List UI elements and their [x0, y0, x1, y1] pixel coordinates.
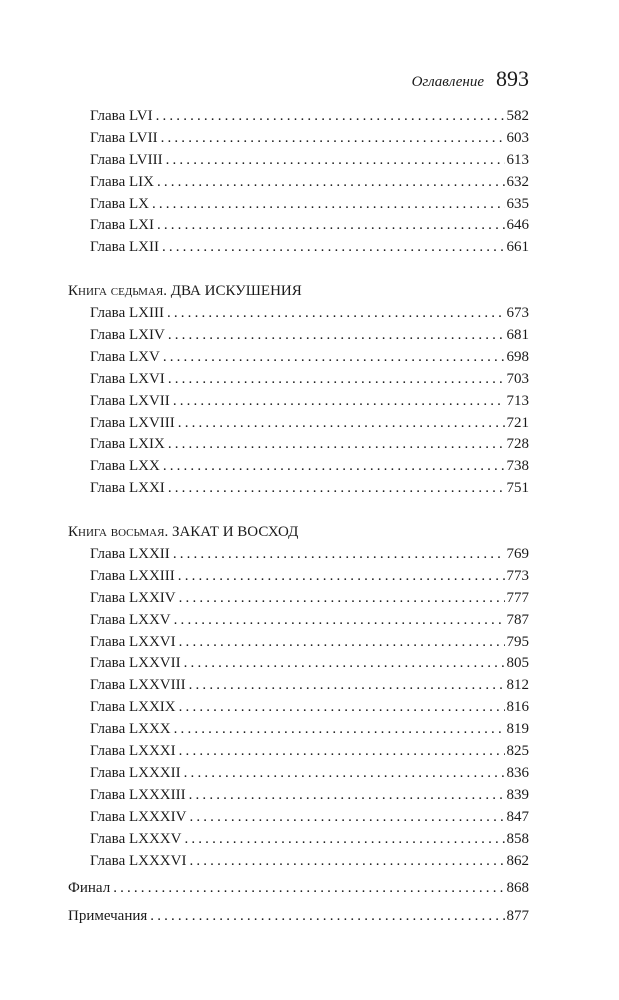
- chapter-title: Глава LVIII: [90, 151, 163, 168]
- toc-entry-finale[interactable]: [68, 878, 529, 900]
- dot-leader: [113, 878, 504, 900]
- toc-entry[interactable]: [68, 434, 529, 456]
- book-seven-chapter-list: [68, 303, 529, 500]
- dot-leader: [179, 632, 505, 654]
- dot-leader: [156, 106, 505, 128]
- toc-entry[interactable]: [68, 194, 529, 216]
- chapter-title: Глава LX: [90, 195, 149, 212]
- chapter-page: 703: [506, 370, 529, 387]
- chapter-title: Глава LXIII: [90, 305, 164, 322]
- dot-leader: [166, 150, 505, 172]
- toc-entry[interactable]: [68, 763, 529, 785]
- chapter-page: 787: [506, 611, 529, 628]
- chapter-page: 769: [506, 546, 529, 563]
- toc-entry[interactable]: [68, 325, 529, 347]
- chapter-page: 635: [506, 195, 529, 212]
- toc-entry[interactable]: [68, 413, 529, 435]
- chapter-title: Глава LXXX: [90, 721, 171, 738]
- toc-entry[interactable]: [68, 829, 529, 851]
- chapter-title: Глава LXXV: [90, 611, 171, 628]
- finale-title: Финал: [68, 880, 111, 897]
- book-eight-heading[interactable]: [68, 522, 529, 544]
- finale-page: 868: [506, 880, 529, 897]
- dot-leader: [189, 785, 505, 807]
- toc-entry-notes[interactable]: [68, 906, 529, 928]
- chapter-title: Глава LXVIII: [90, 414, 175, 431]
- book-number: Книга седьмая.: [68, 283, 167, 300]
- book-seven-heading[interactable]: [68, 281, 529, 303]
- dot-leader: [168, 325, 505, 347]
- chapter-page: 839: [506, 786, 529, 803]
- dot-leader: [189, 807, 504, 829]
- chapter-page: 805: [506, 655, 529, 672]
- toc-entry[interactable]: [68, 741, 529, 763]
- toc-entry[interactable]: [68, 237, 529, 259]
- chapter-page: 858: [506, 830, 529, 847]
- toc-entry[interactable]: [68, 150, 529, 172]
- chapter-title: Глава LXXVIII: [90, 677, 186, 694]
- chapter-title: Глава LXXXV: [90, 830, 182, 847]
- dot-leader: [184, 763, 505, 785]
- chapter-title: Глава LXXVII: [90, 655, 181, 672]
- toc-entry[interactable]: [68, 588, 529, 610]
- chapter-page: 582: [506, 108, 529, 124]
- page-number: 893: [496, 66, 529, 91]
- book-eight-chapter-list: [68, 544, 529, 872]
- chapter-title: Глава LXI: [90, 217, 154, 234]
- toc-entry[interactable]: [68, 478, 529, 500]
- chapter-page: 836: [506, 764, 529, 781]
- chapter-page: 721: [506, 414, 529, 431]
- chapter-page: 816: [506, 699, 529, 716]
- toc-entry[interactable]: [68, 456, 529, 478]
- dot-leader: [163, 347, 505, 369]
- dot-leader: [150, 906, 504, 928]
- chapter-title: Глава LXIV: [90, 327, 165, 344]
- toc-entry[interactable]: [68, 807, 529, 829]
- table-of-contents: [68, 106, 529, 928]
- toc-entry[interactable]: [68, 347, 529, 369]
- chapter-page: 795: [506, 633, 529, 650]
- toc-entry[interactable]: [68, 851, 529, 873]
- toc-entry[interactable]: [68, 215, 529, 237]
- toc-entry[interactable]: [68, 566, 529, 588]
- chapter-title: Глава LXXIII: [90, 567, 175, 584]
- chapter-page: 777: [506, 589, 529, 606]
- toc-entry[interactable]: [68, 785, 529, 807]
- dot-leader: [168, 478, 505, 500]
- chapter-title: Глава LXXXIII: [90, 786, 186, 803]
- dot-leader: [152, 194, 505, 216]
- chapter-title: Глава LVII: [90, 129, 158, 146]
- chapter-page: 713: [506, 392, 529, 409]
- dot-leader: [168, 369, 505, 391]
- toc-entry[interactable]: [68, 632, 529, 654]
- toc-entry[interactable]: [68, 369, 529, 391]
- notes-title: Примечания: [68, 908, 148, 925]
- dot-leader: [179, 741, 505, 763]
- chapter-page: 751: [506, 480, 529, 497]
- chapter-title: Глава LXXXII: [90, 764, 181, 781]
- chapter-title: Глава LXXXI: [90, 743, 176, 760]
- chapter-page: 613: [506, 151, 529, 168]
- toc-entry[interactable]: [68, 697, 529, 719]
- chapter-title: Глава LXIX: [90, 436, 165, 453]
- dot-leader: [179, 588, 505, 610]
- chapter-title: Глава LXXIX: [90, 699, 176, 716]
- chapter-title: Глава LXXXIV: [90, 808, 187, 825]
- dot-leader: [173, 544, 505, 566]
- chapter-page: 773: [506, 567, 529, 584]
- chapter-page: 819: [506, 721, 529, 738]
- toc-entry[interactable]: [68, 544, 529, 566]
- toc-entry[interactable]: [68, 303, 529, 325]
- chapter-title: Глава LXXVI: [90, 633, 176, 650]
- dot-leader: [168, 434, 505, 456]
- chapter-title: Глава LXXI: [90, 480, 165, 497]
- dot-leader: [161, 128, 505, 150]
- dot-leader: [163, 456, 505, 478]
- dot-leader: [189, 851, 504, 873]
- dot-leader: [184, 829, 504, 851]
- dot-leader: [179, 697, 505, 719]
- chapter-page: 661: [506, 239, 529, 256]
- toc-entry[interactable]: [68, 391, 529, 413]
- running-head: [412, 66, 529, 92]
- dot-leader: [174, 719, 505, 741]
- dot-leader: [174, 610, 505, 632]
- chapter-title: Глава LXXII: [90, 546, 170, 563]
- toc-entry[interactable]: [68, 172, 529, 194]
- dot-leader: [189, 675, 505, 697]
- chapter-page: 847: [506, 808, 529, 825]
- dot-leader: [162, 237, 505, 259]
- chapter-page: 862: [506, 852, 529, 869]
- notes-page: 877: [506, 908, 529, 925]
- chapter-page: 673: [506, 305, 529, 322]
- chapter-title: Глава LXX: [90, 458, 160, 475]
- chapter-page: 728: [506, 436, 529, 453]
- chapter-page: 812: [506, 677, 529, 694]
- book-title: ЗАКАТ И ВОСХОД: [171, 524, 299, 541]
- chapter-page: 603: [506, 129, 529, 146]
- dot-leader: [184, 653, 505, 675]
- chapter-page: 825: [506, 743, 529, 760]
- chapter-title: Глава LXII: [90, 239, 159, 256]
- dot-leader: [173, 391, 505, 413]
- dot-leader: [178, 413, 505, 435]
- chapter-title: Глава LXXXVI: [90, 852, 187, 869]
- chapter-page: 738: [506, 458, 529, 475]
- chapter-title: Глава LXXIV: [90, 589, 176, 606]
- dot-leader: [167, 303, 505, 325]
- toc-entry[interactable]: [68, 719, 529, 741]
- chapter-page: 681: [506, 327, 529, 344]
- toc-entry[interactable]: [68, 653, 529, 675]
- chapter-title: Глава LXVII: [90, 392, 170, 409]
- chapter-page: 632: [506, 173, 529, 190]
- toc-entry[interactable]: [68, 610, 529, 632]
- chapter-title: Глава LVI: [90, 108, 153, 124]
- chapter-title: Глава LIX: [90, 173, 154, 190]
- chapter-page: 698: [506, 348, 529, 365]
- running-title: Оглавление: [411, 74, 484, 90]
- dot-leader: [178, 566, 505, 588]
- toc-entry[interactable]: [68, 128, 529, 150]
- dot-leader: [157, 215, 505, 237]
- dot-leader: [157, 172, 505, 194]
- chapter-title: Глава LXVI: [90, 370, 165, 387]
- book-title: ДВА ИСКУШЕНИЯ: [170, 283, 302, 300]
- chapter-page: 646: [506, 217, 529, 234]
- chapter-title: Глава LXV: [90, 348, 160, 365]
- book-number: Книга восьмая.: [68, 524, 169, 541]
- toc-entry[interactable]: [68, 675, 529, 697]
- toc-entry[interactable]: [68, 106, 529, 128]
- top-chapter-list: [68, 106, 529, 259]
